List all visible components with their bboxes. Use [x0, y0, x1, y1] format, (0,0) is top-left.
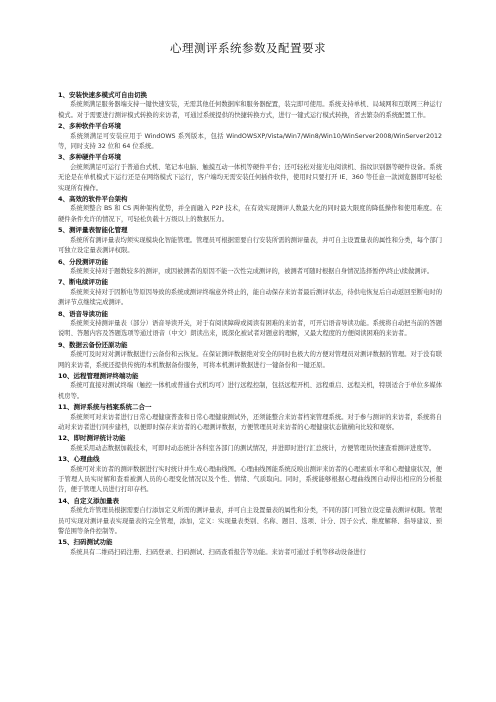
- section-heading: 8、语音导读功能: [58, 309, 109, 318]
- section-paragraph: 系统可对来访者的测评数据进行实时统计并生成心理曲线图。心理曲线图能系统反映出测评来访者的心理素质水平和心理健康状况，便于管理人员实时解和查看被测人员的心理变化情况以及个性、情绪、气质取向。同时，系统能够根据心理曲线图自动得出相应的分析报告，便于管理人员进行打印存档。: [58, 465, 442, 494]
- section-heading: 10、远程管理测评终端功能: [58, 371, 139, 380]
- page-title: 心理测评系统参数及配置要求: [170, 41, 326, 55]
- section-paragraph: 系统须支持对于题数较多的测评，或因被测者的原因不能一次性完成测评的，被测者可随时根据自身情况选择暂停\终止\续做测评。: [70, 267, 434, 275]
- section-heading: 9、数据云备份还原功能: [58, 340, 128, 349]
- section-paragraph: 系统可直接对测试终端（触控一体机或普通台式机均可）进行远程控制，包括远程开机、远程重启、远程关机，特别适合于单位多媒体机房等。: [58, 382, 442, 400]
- section-paragraph: 会统须满足可运行于普通台式机、笔记本电脑、触摸互动一体机等硬件平台；还可轻松对接光电阅读机、指纹识别器等硬件设备。系统无论是在单机模式下运行还是在网络模式下运行，客户端均无需安装任何插件软件，使用时只要打开 IE、360 等任意一款浏览器即可轻松实现所有操作。: [58, 163, 442, 192]
- section-paragraph: 系统所有测评量表均须实现模块化智能管理。管理员可根据需要自行安装所需的测评量表，并可自主设置量表的属性和分类，每个部门可独立设定量表测评权限。: [58, 236, 442, 255]
- section-heading: 6、分段测评功能: [58, 257, 109, 266]
- section-paragraph: 系统须整合 BS 和 CS 两种架构优势，并全面融入 P2P 技术，在有效实现测评人数最大化的同时最大限度的降低操作和使用难度。在硬件条件允许的情况下，可轻松负载十万级以上的数据压力。: [58, 205, 442, 223]
- section-heading: 1、安装快速多模式可自由切换: [58, 91, 148, 99]
- section-paragraph: 系统可及时对对测评数据进行云备份和云恢复。在保证测评数据绝对安全的同时也极大的方便对管理员对测评数据的管理。对于没有联网的来访者，系统还提供传统的本机数据备份服务，可将本机测评数据进行一键备份和一键还原。: [58, 351, 442, 369]
- document-body: [58, 90, 442, 558]
- section-paragraph: 系统须满足服务器端支持一键快速安装，无需其他任何数据库和服务器配置，装完即可使用。系统支持单机、局域网和互联网三种运行模式。对于需要进行测评模式转换的来访者，可通过系统提供的快捷转换方式，进行一键式运行模式转换，省去繁杂的系统配置工作。: [58, 101, 442, 119]
- section-paragraph: 系统须支持对于因断电等原因导致的系统或测评终端意外终止的，能自动保存来访者最后测评状态，待供电恢复后自动返回至断电时的测评节点继续完成测评。: [58, 288, 442, 307]
- section-paragraph: 系统采用动态数据加载技术，可即时动态统计各科室各部门的测试情况，并进即时进行汇总统计，方便管理员快速查看测评进度等。: [70, 444, 436, 452]
- section-heading: 2、多种软件平台环境: [58, 122, 122, 131]
- section-heading: 14、自定义添加量表: [58, 496, 120, 505]
- section-paragraph: 系统具有二维码扫码注册、扫码登录、扫码测试、扫码查看报告等功能。来访者可通过手机等移动设备进行: [70, 548, 366, 556]
- section-heading: 11、测评系统与档案系统二合一: [58, 403, 152, 412]
- section-heading: 12、即时测评统计功能: [58, 434, 126, 443]
- section-heading: 5、测评量表智能化管理: [58, 226, 128, 235]
- section-paragraph: 系统须支持测评量表（部分）语音导读开关，对于有阅读障碍或阅读有困难的来访者，可开启语音导读功能。系统将自动把当前的答题说明、答题内容及答题选项等通过语音（中文）朗读出来，既深化被试者对题意的理解，又最大程度的方便阅读困难的来访者。: [58, 319, 442, 338]
- section-paragraph: 系统须可对来访者进行日常心理健康普查和日常心理健康测试外，还须能整合来访者档案管理系统。对于参与测评的来访者，系统将自动对来访者进行同步建档，以便即时保存来访者的心理测评数据，方便管理员对来访者的心理健康状态做横向比较和观察。: [58, 413, 442, 431]
- section-heading: 3、多种硬件平台环境: [58, 153, 122, 162]
- section-heading: 7、断电续评功能: [58, 278, 109, 287]
- section-paragraph: 系统允许管理员根据需要自行添加定义所需的测评量表，并可自主设置量表的属性和分类，不同的部门可独立设定量表测评权限。管理员可实现对测评量表实现量表的完全管理，添加，定义：实现量表类别、名称、题目、选项、计分、因子公式、维度解释、指导建议、预警范围等条件控制等。: [58, 507, 442, 536]
- section-paragraph: 系统须满足可安装应用于 WindOWS 系列版本，包括 WindOWSXP/Vista/Win7/Win8/Win10/WinServer2008/WinServer2012 等，同时支持 32 位和 64 位系统。: [58, 132, 442, 151]
- section-heading: 15、扫码测试功能: [58, 538, 113, 547]
- section-heading: 13、心理曲线: [58, 455, 100, 464]
- section-heading: 4、高效的软件平台架构: [58, 195, 128, 204]
